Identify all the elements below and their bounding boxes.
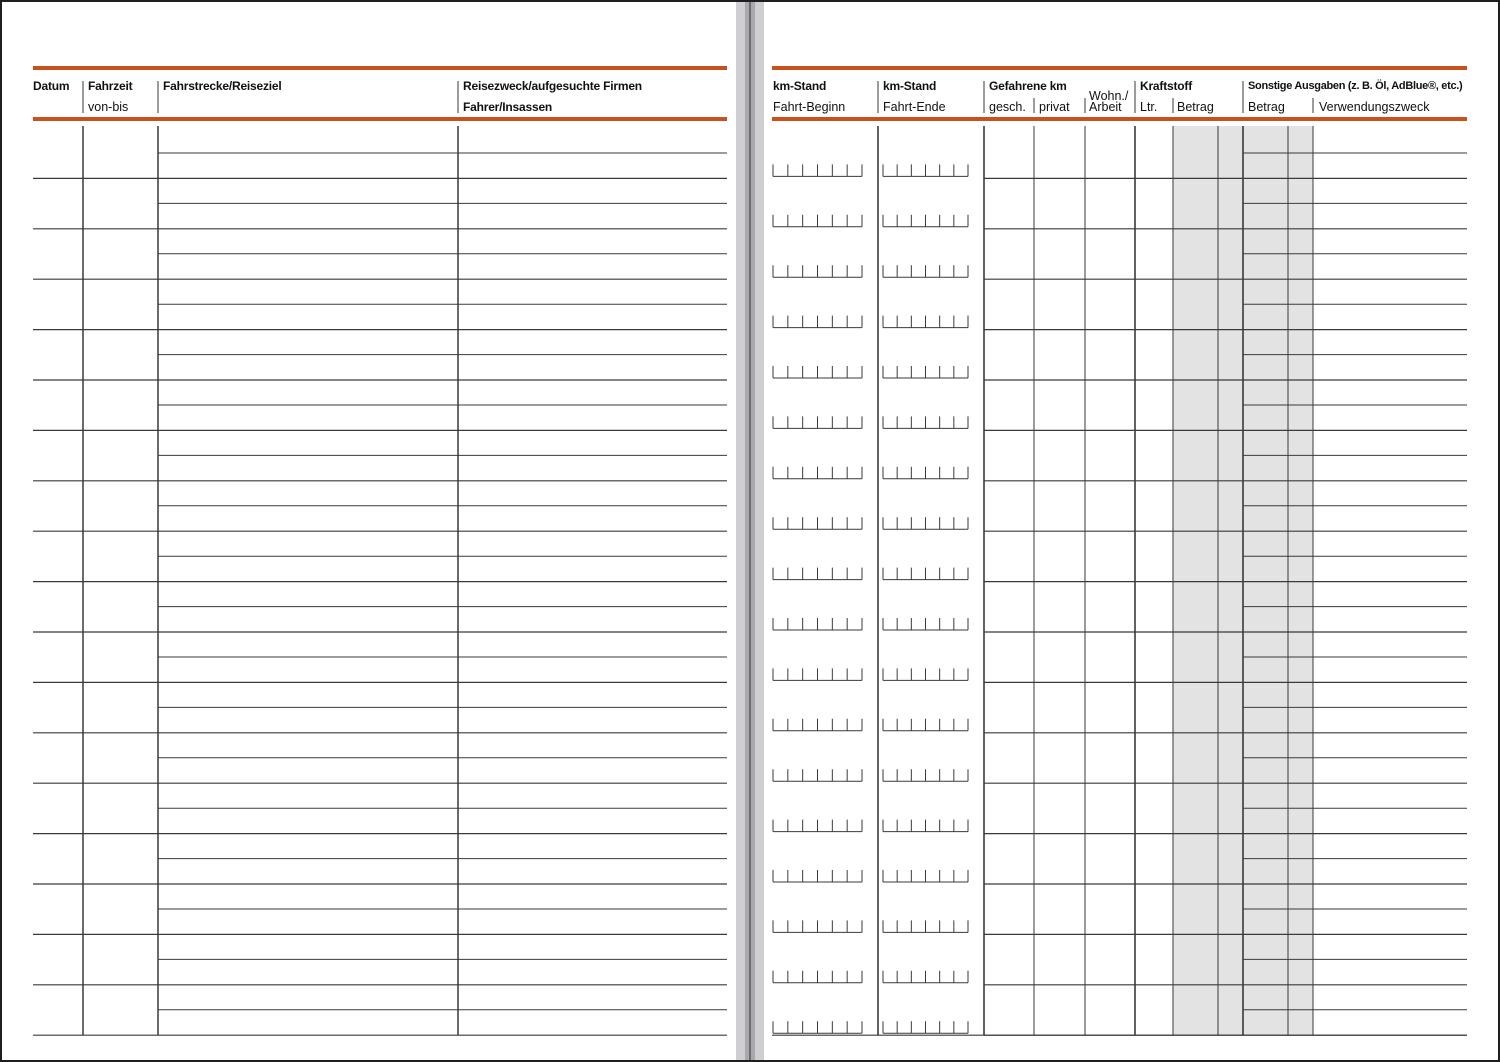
header-sonstige-ausgaben: Sonstige Ausgaben (z. B. Öl, AdBlue®, etc.) [1248,80,1463,92]
header-ltr: Ltr. [1140,100,1158,114]
header-reisezweck: Reisezweck/aufgesuchte Firmen [463,79,642,93]
right-header-bottom-rule [772,117,1467,121]
kraftstoff-betrag-shade [1173,126,1218,1035]
header-gefahrene-km: Gefahrene km [989,79,1067,93]
header-fahrzeit-sub: von-bis [88,100,129,114]
header-arbeit: Arbeit [1089,100,1122,114]
right-header-top-rule [772,66,1467,70]
left-header-top-rule [33,66,727,70]
header-km-stand-begin: km-Stand [773,79,827,93]
header-fahrt-ende: Fahrt-Ende [883,100,946,114]
header-betrag-kraftstoff: Betrag [1177,100,1214,114]
header-kraftstoff: Kraftstoff [1140,79,1192,93]
header-km-stand-end: km-Stand [883,79,937,93]
header-verwendungszweck: Verwendungszweck [1319,100,1430,114]
header-gesch: gesch. [989,100,1026,114]
header-wohn: Wohn./ [1089,89,1129,103]
header-privat: privat [1039,100,1070,114]
header-fahrzeit: Fahrzeit [88,79,133,93]
header-fahrstrecke: Fahrstrecke/Reiseziel [163,79,282,93]
header-betrag-sonstige: Betrag [1248,100,1285,114]
kraftstoff-cent-shade [1218,126,1243,1035]
left-header-bottom-rule [33,117,727,121]
header-datum: Datum [33,79,70,93]
header-fahrer-insassen: Fahrer/Insassen [463,100,553,114]
sonstige-betrag-shade [1243,126,1313,1035]
header-fahrt-beginn: Fahrt-Beginn [773,100,846,114]
